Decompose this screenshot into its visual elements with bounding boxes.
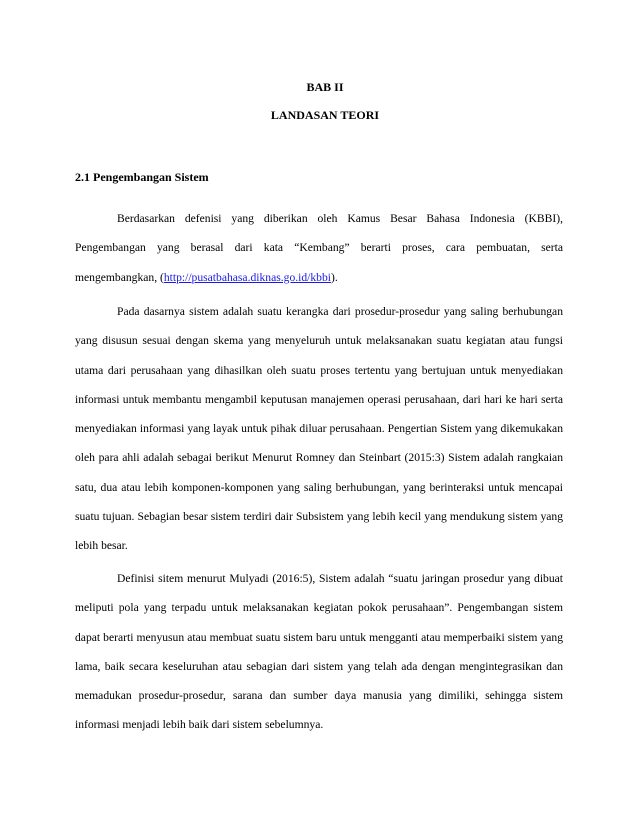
paragraph-text-end: ). (330, 270, 338, 284)
paragraph-kbbi-definition (75, 204, 563, 292)
chapter-title: LANDASAN TEORI (270, 108, 380, 122)
kbbi-link[interactable]: http://pusatbahasa.diknas.go.id/kbbi (163, 270, 331, 284)
chapter-number: BAB II (306, 80, 344, 94)
paragraph-mulyadi-definition: Definisi sitem menurut Mulyadi (2016:5), Sistem adalah “suatu jaringan prosedur yang dibuat meliputi pola yang terpadu untuk melaksanakan kegiatan pokok perusahaan”. Pengembangan sistem dapat berarti menyusun atau membuat suatu sistem baru untuk mengganti atau memperbaiki sistem yang lama, baik secara keseluruhan atau sebagian dari sistem yang telah ada dengan mengintegrasikan dan memadukan prosedur-prosedur, sarana dan sumber daya manusia yang dimiliki, sehingga sistem informasi menjadi lebih baik dari sistem sebelumnya. (75, 572, 563, 732)
section-heading: 2.1 Pengembangan Sistem (75, 170, 209, 184)
paragraph-text: Berdasarkan defenisi yang diberikan oleh Kamus Besar Bahasa Indonesia (KBBI), Pengembangan yang berasal dari kata “Kembang” berarti proses, cara pembuatan, serta mengembangkan, ( (75, 212, 563, 284)
paragraph-system-definition: Pada dasarnya sistem adalah suatu kerangka dari prosedur-prosedur yang saling berhubungan yang disusun sesuai dengan skema yang menyeluruh untuk melaksanakan suatu kegiatan atau fungsi utama dari perusahaan yang dihasilkan oleh suatu proses tertentu yang bertujuan untuk menyediakan informasi untuk membantu mengambil keputusan manajemen operasi perusahaan, dari hari ke hari serta menyediakan informasi yang layak untuk pihak diluar perusahaan. Pengertian Sistem yang dikemukakan oleh para ahli adalah sebagai berikut Menurut Romney dan Steinbart (2015:3) Sistem adalah rangkaian satu, dua atau lebih komponen-komponen yang saling berhubungan, yang berinteraksi untuk mencapai suatu tujuan. Sebagian besar sistem terdiri dair Subsistem yang lebih kecil yang mendukung sistem yang lebih besar. (75, 305, 563, 553)
